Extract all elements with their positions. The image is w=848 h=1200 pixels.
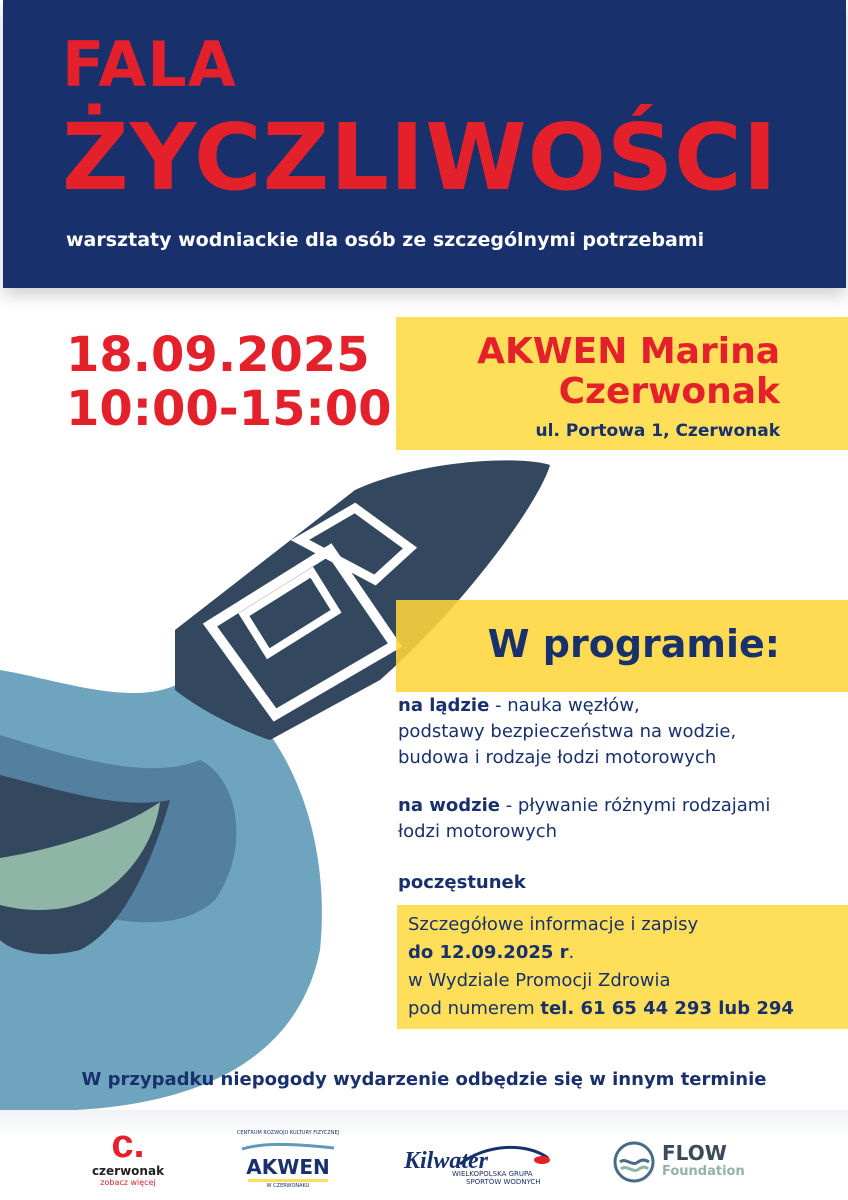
title-line-2: ŻYCZLIWOŚCI [62,104,778,211]
akwen-bottom: W CZERWONAKU [266,1183,310,1189]
program-land-text-1: - nauka węzłów, [489,695,640,716]
flow-name: FLOW [662,1141,727,1165]
info-phone-prefix: pod numerem [408,998,541,1019]
czerwonak-tagline: zobacz więcej [100,1178,156,1187]
program-water-text-1: - pływanie różnymi rodzajami [499,795,771,816]
kilwater-logo [404,1140,552,1190]
venue-name-line-2: Czerwonak [558,371,780,412]
event-date: 18.09.2025 [66,327,370,383]
kilwater-sub-1: WIELKOPOLSKA GRUPA [452,1170,533,1178]
program-land-label: na lądzie [398,695,490,716]
akwen-top: CENTRUM ROZWOJU KULTURY FIZYCZNEJ [236,1130,340,1136]
program-water-label: na wodzie [398,795,500,816]
weather-notice: W przypadku niepogody wydarzenie odbędzie się w innym terminie [81,1069,767,1090]
kilwater-sub-2: SPORTÓW WODNYCH [466,1178,541,1186]
title-line-1: FALA [62,28,237,101]
info-phone: tel. 61 65 44 293 lub 294 [540,998,794,1019]
czerwonak-mark: c. [111,1122,145,1166]
flow-sub: Foundation [662,1164,745,1179]
program-land-line-3: budowa i rodzaje łodzi motorowych [398,747,717,768]
event-time: 10:00-15:00 [66,381,392,437]
venue-name-line-1: AKWEN Marina [477,331,780,372]
akwen-logo [236,1130,340,1190]
program-title: W programie: [487,622,780,666]
info-deadline: do 12.09.2025 r [408,942,569,963]
info-deadline-suffix: . [568,942,575,963]
program-water-line-1 [398,793,770,819]
info-line-3: w Wydziale Promocji Zdrowia [408,970,671,991]
program-refreshments: poczęstunek [398,872,526,893]
info-line-2 [408,939,574,967]
flow-foundation-logo [612,1140,752,1186]
akwen-name: AKWEN [246,1155,330,1179]
flow-circle-icon [612,1140,656,1184]
program-land-line-1 [398,693,640,719]
czerwonak-name: czerwonak [91,1164,165,1178]
program-water-line-2: łodzi motorowych [398,821,558,842]
program-land-line-2: podstawy bezpieczeństwa na wodzie, [398,721,737,742]
subtitle: warsztaty wodniackie dla osób ze szczególnymi potrzebami [66,229,705,251]
akwen-wave-icon [236,1142,340,1152]
kilwater-name: Kilwater [404,1148,489,1174]
info-line-4 [408,995,794,1023]
venue-address: ul. Portowa 1, Czerwonak [535,421,780,441]
czerwonak-logo [88,1124,168,1194]
info-line-1: Szczegółowe informacje i zapisy [408,914,699,935]
